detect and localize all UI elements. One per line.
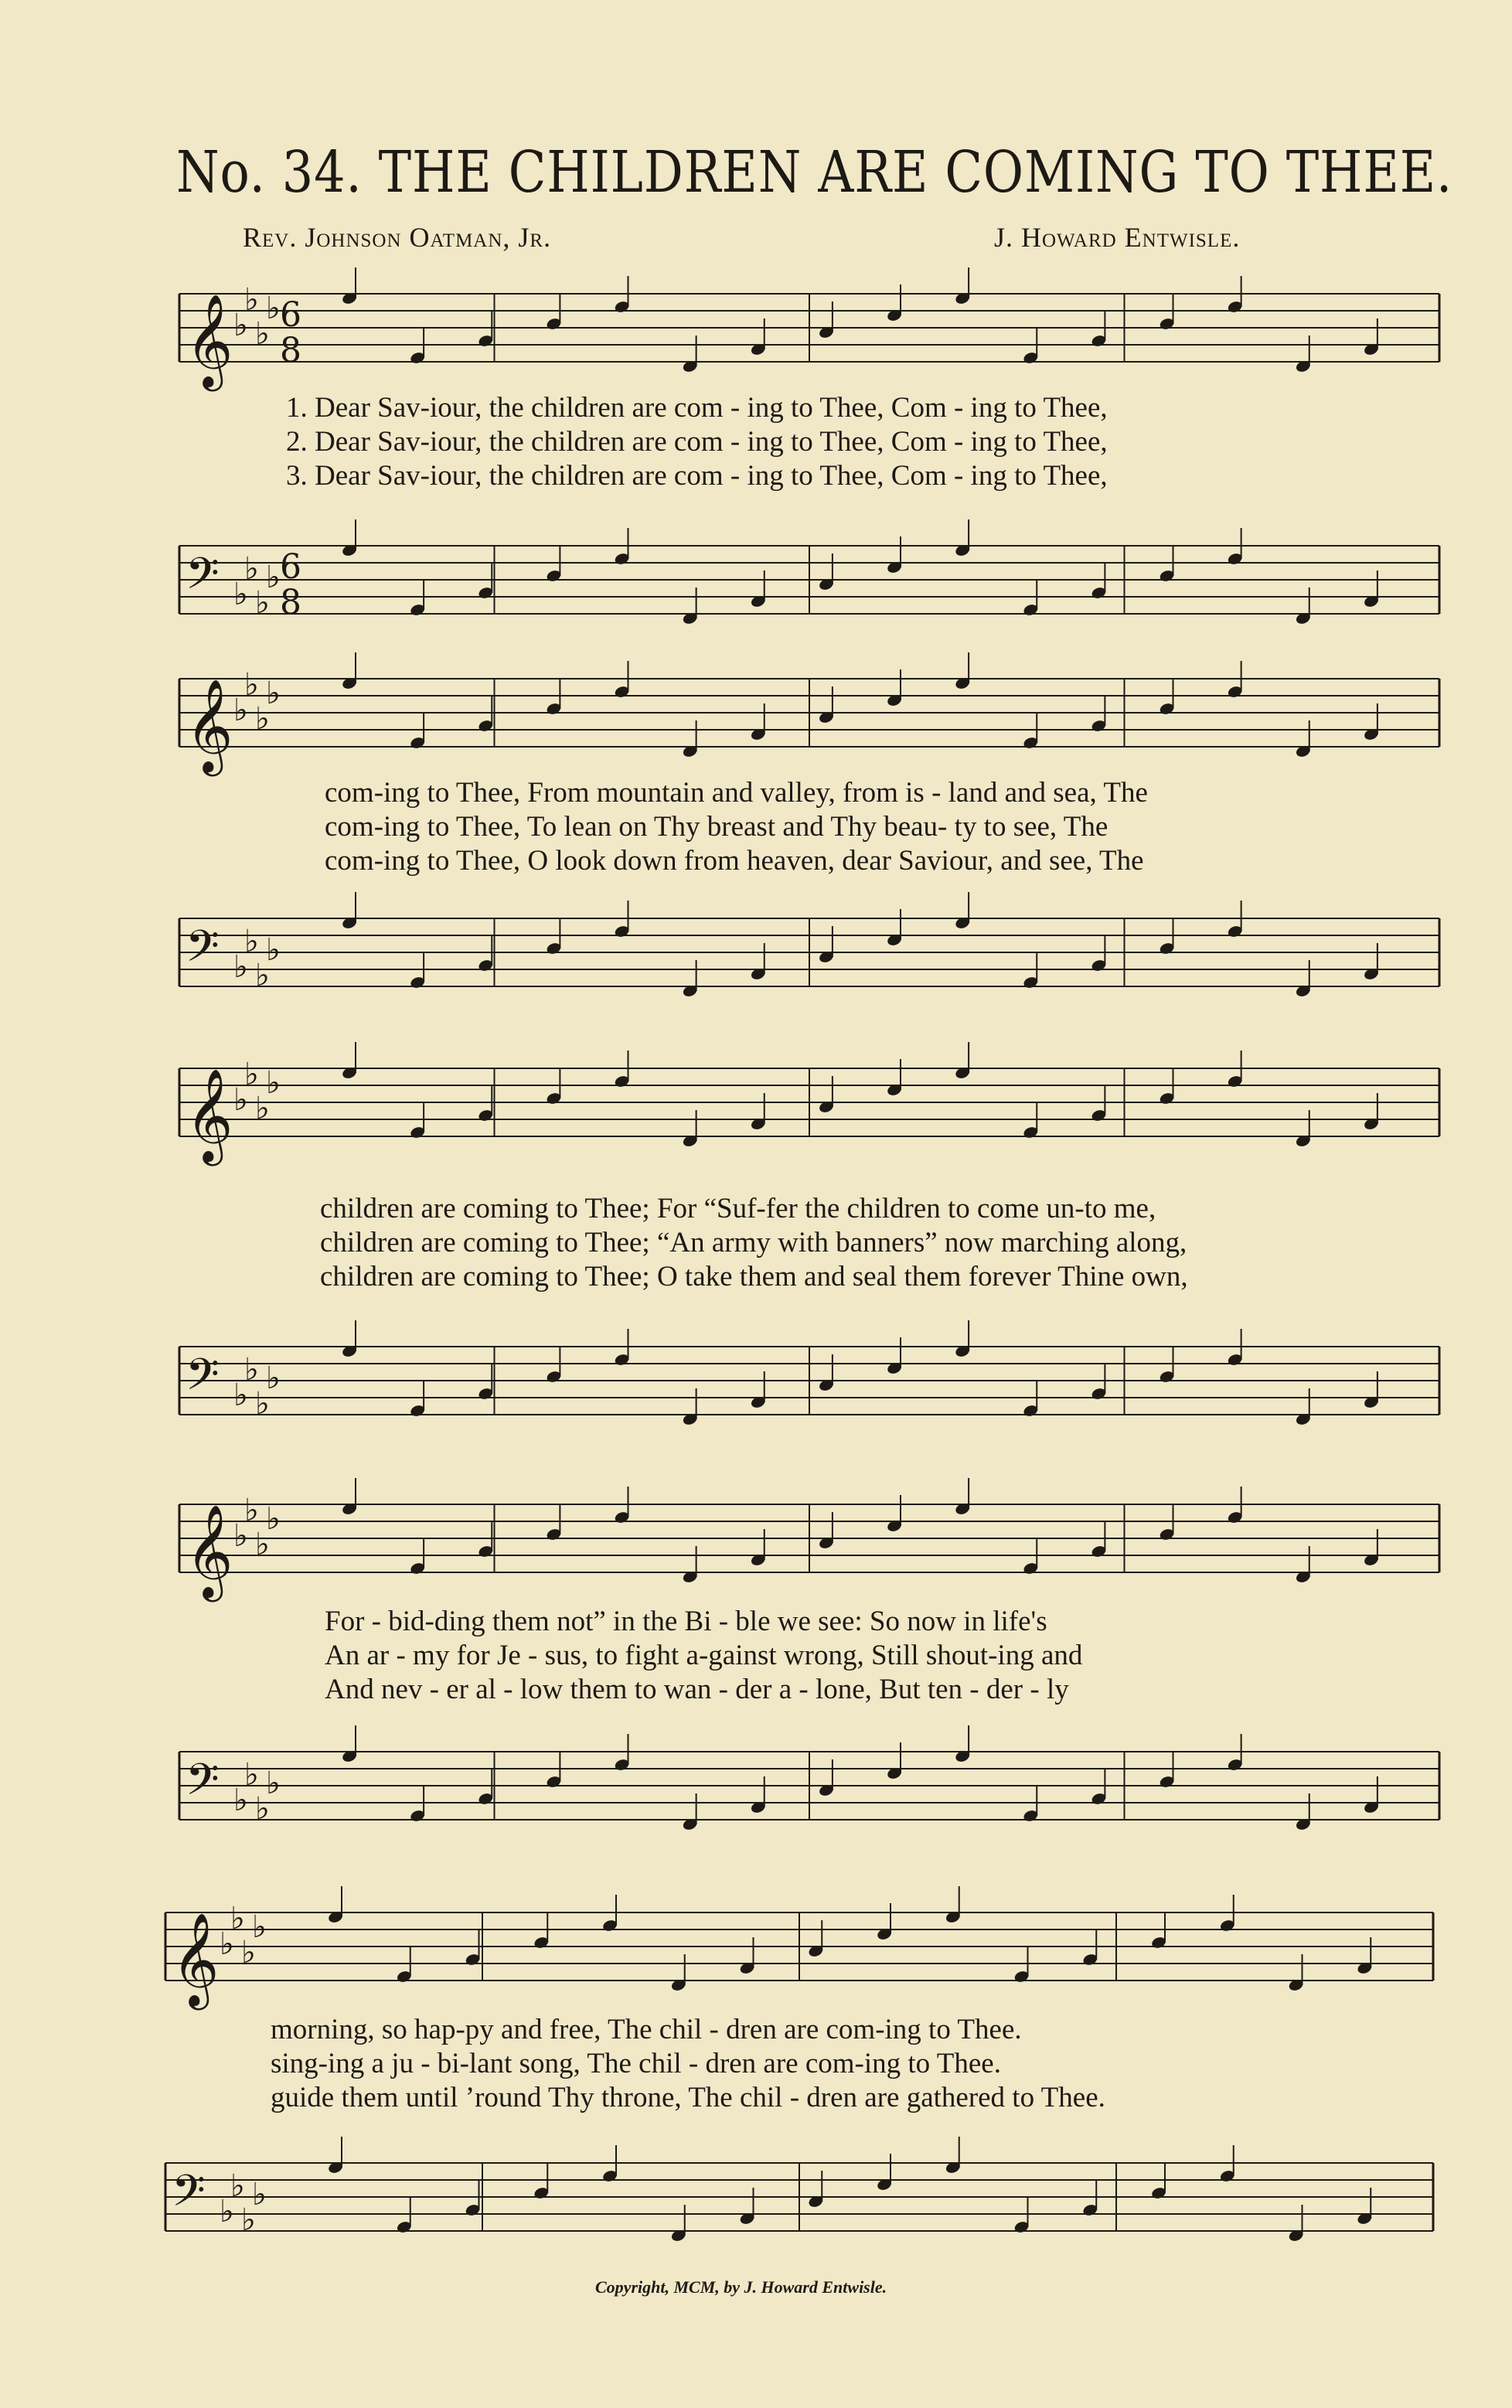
flat-icon: ♭ [266,1361,281,1396]
time-signature-bottom: 8 [280,583,301,622]
flat-icon: ♭ [252,1909,267,1945]
treble-clef-icon: 𝄞 [186,293,233,387]
flat-icon: ♭ [244,1057,259,1092]
hymn-title-text: THE CHILDREN ARE COMING TO THEE. [378,139,1453,206]
lyric-line: children are coming to Thee; For “Suf-fer the children to come un-to me, [320,1193,1156,1224]
bass-clef-icon: 𝄢 [172,2166,206,2227]
lyric-line: 2. Dear Sav-iour, the children are com - ing to Thee, Com - ing to Thee, [286,426,1108,458]
flat-icon: ♭ [266,560,281,595]
time-signature-top: 6 [280,295,301,335]
flat-icon: ♭ [233,693,248,728]
flat-icon: ♭ [220,2194,234,2229]
treble-clef-icon: 𝄞 [186,678,233,772]
flat-icon: ♭ [252,2177,267,2212]
flat-icon: ♭ [244,282,259,318]
flat-icon: ♭ [266,291,281,326]
lyric-block [320,1192,1188,1294]
bass-staff [179,543,1439,622]
flat-icon: ♭ [230,2168,245,2204]
flat-icon: ♭ [255,958,270,993]
flat-icon: ♭ [241,1935,256,1970]
lyricist-credit: Rev. Johnson Oatman, Jr. [243,222,552,253]
treble-staff [179,1057,1439,1162]
bass-clef-icon: 𝄢 [186,1350,220,1411]
bass-staff [179,1344,1439,1422]
lyric-line: 1. Dear Sav-iour, the children are com - ing to Thee, Com - ing to Thee, [286,392,1108,424]
lyric-line: com-ing to Thee, O look down from heaven, dear Saviour, and see, The [325,845,1144,877]
flat-icon: ♭ [244,1757,259,1793]
hymn-title [176,139,1453,206]
treble-clef-icon: 𝄞 [172,1912,220,2006]
lyric-line: children are coming to Thee; O take them and seal them forever Thine own, [320,1261,1188,1293]
flat-icon: ♭ [233,577,248,612]
lyric-line: guide them until ’round Thy throne, The chil - dren are gathered to Thee. [271,2082,1105,2113]
bass-clef-icon: 𝄢 [186,1755,220,1816]
treble-staff [165,1901,1433,2006]
flat-icon: ♭ [233,308,248,343]
lyric-line: For - bid-ding them not” in the Bi - ble we see: So now in life's [325,1606,1047,1637]
flat-icon: ♭ [220,1926,234,1962]
flat-icon: ♭ [244,924,259,959]
lyric-block [271,2013,1105,2115]
flat-icon: ♭ [230,1901,245,1936]
lyric-line: An ar - my for Je - sus, to fight a-gainst wrong, Still shout-ing and [325,1640,1083,1671]
bass-staff [165,2160,1433,2238]
flat-icon: ♭ [244,667,259,703]
flat-icon: ♭ [255,585,270,621]
lyric-line: children are coming to Thee; “An army with banners” now marching along, [320,1227,1187,1258]
lyric-line: morning, so hap-py and free, The chil - dren are com-ing to Thee. [271,2014,1022,2045]
flat-icon: ♭ [244,1352,259,1388]
treble-staff [179,1493,1439,1598]
flat-icon: ♭ [266,1501,281,1537]
bass-clef-icon: 𝄢 [186,549,220,610]
lyric-line: com-ing to Thee, From mountain and valley, from is - land and sea, The [325,777,1148,809]
lyric-line: com-ing to Thee, To lean on Thy breast and Thy beau- ty to see, The [325,811,1108,843]
treble-clef-icon: 𝄞 [186,1504,233,1598]
treble-clef-icon: 𝄞 [186,1068,233,1162]
lyric-line: 3. Dear Sav-iour, the children are com - ing to Thee, Com - ing to Thee, [286,460,1108,492]
bass-staff [179,915,1439,993]
flat-icon: ♭ [241,2202,256,2238]
flat-icon: ♭ [266,676,281,711]
lyric-block [325,776,1148,878]
flat-icon: ♭ [255,1791,270,1827]
lyric-line: And nev - er al - low them to wan - der a - lone, But ten - der - ly [325,1674,1069,1705]
flat-icon: ♭ [255,701,270,737]
treble-staff [179,282,1439,387]
time-signature-bottom: 8 [280,331,301,370]
time-signature-top: 6 [280,547,301,587]
copyright-notice: Copyright, MCM, by J. Howard Entwisle. [595,2277,887,2297]
flat-icon: ♭ [266,1766,281,1801]
flat-icon: ♭ [266,932,281,968]
flat-icon: ♭ [255,1386,270,1422]
flat-icon: ♭ [255,1527,270,1562]
flat-icon: ♭ [244,551,259,587]
flat-icon: ♭ [266,1065,281,1101]
flat-icon: ♭ [233,1378,248,1413]
flat-icon: ♭ [255,316,270,352]
flat-icon: ♭ [255,1091,270,1126]
lyric-line: sing-ing a ju - bi-lant song, The chil - dren are com-ing to Thee. [271,2048,1001,2079]
flat-icon: ♭ [244,1493,259,1528]
flat-icon: ♭ [233,1518,248,1554]
lyric-block [325,1605,1082,1707]
hymn-number: No. 34. [176,139,363,206]
bass-staff [179,1749,1439,1827]
flat-icon: ♭ [233,1082,248,1118]
flat-icon: ♭ [233,949,248,985]
composer-credit: J. Howard Entwisle. [994,222,1241,253]
bass-clef-icon: 𝄢 [186,921,220,983]
flat-icon: ♭ [233,1783,248,1818]
lyric-block [286,391,1108,493]
treble-staff [179,667,1439,772]
